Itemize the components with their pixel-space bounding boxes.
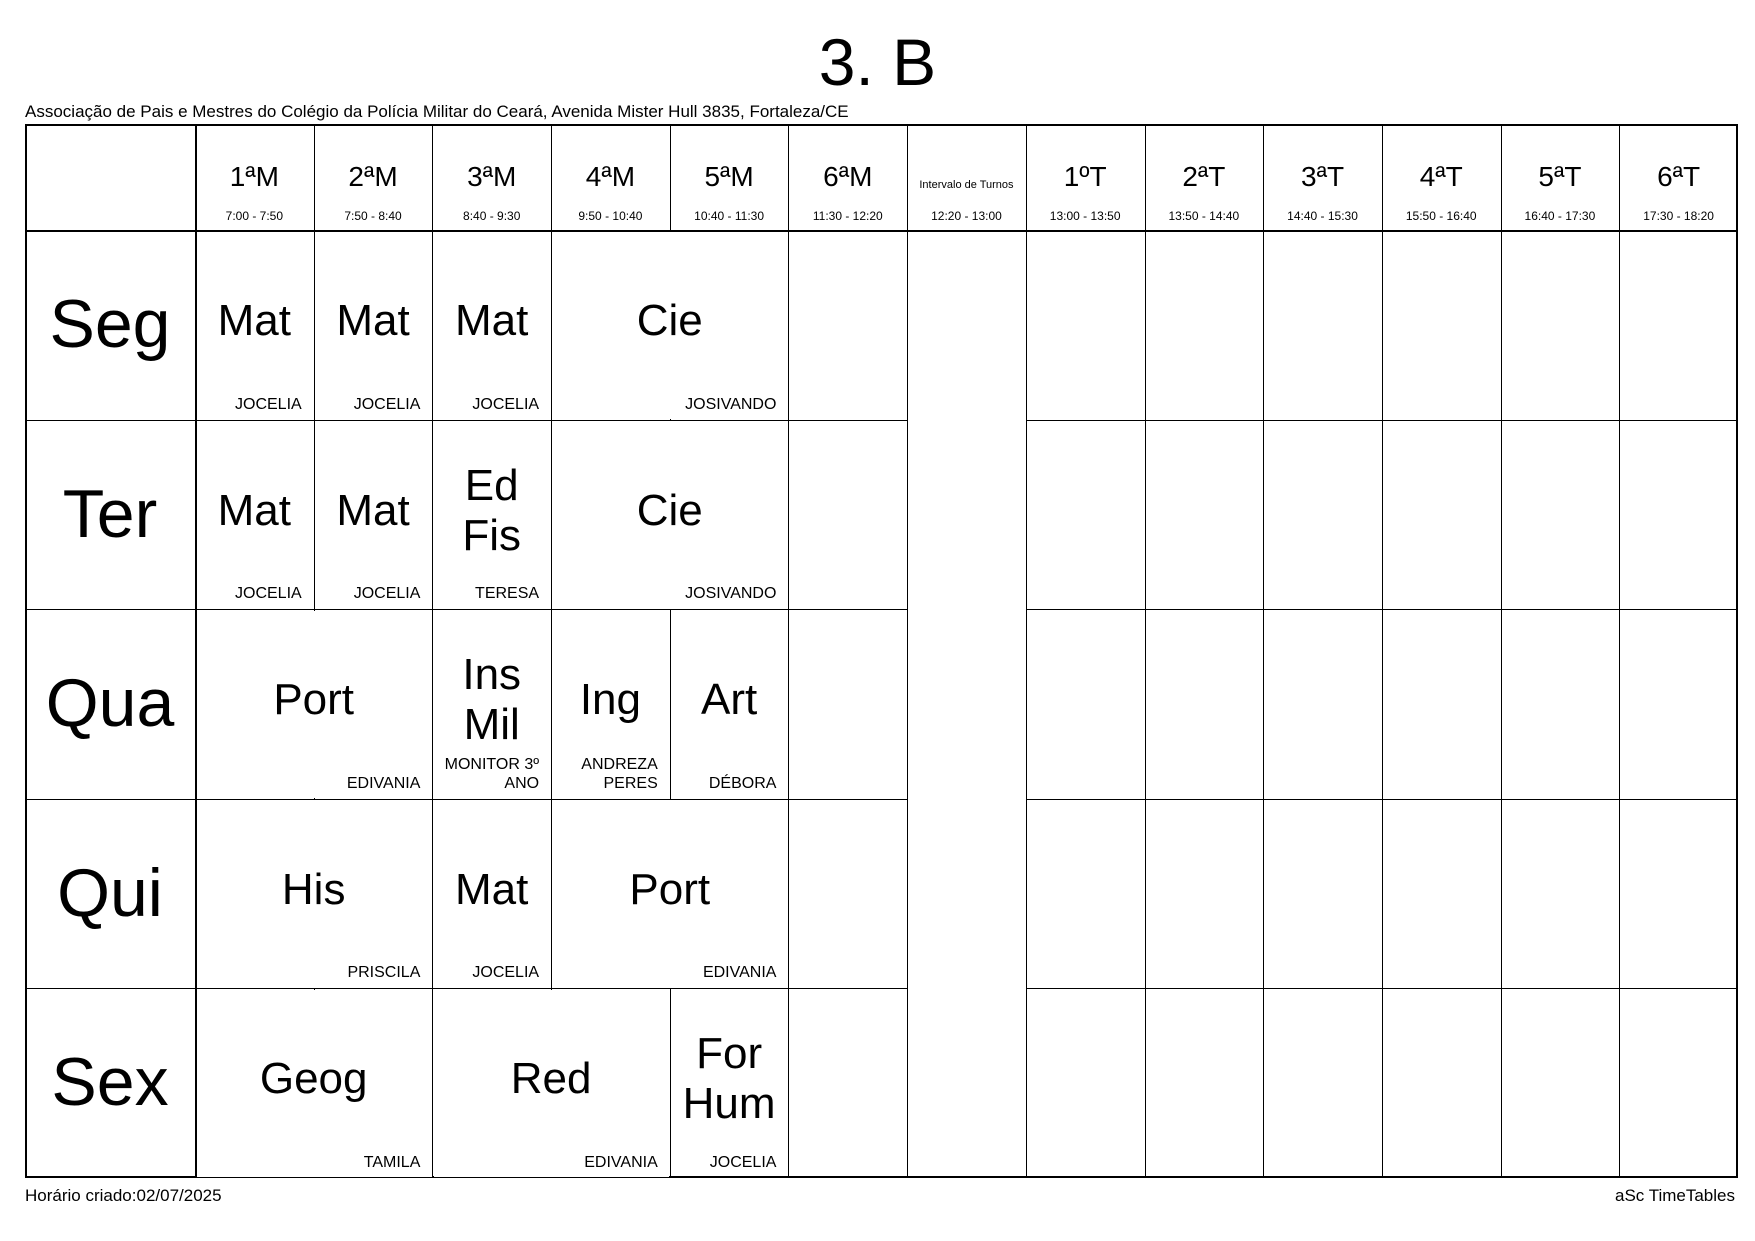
lesson-teacher: ANDREZA PERES xyxy=(581,755,658,792)
lesson-cell xyxy=(432,609,551,799)
period-time: 9:50 - 10:40 xyxy=(578,209,643,223)
period-time: 13:50 - 14:40 xyxy=(1168,209,1240,223)
period-label: 3ªM xyxy=(467,161,517,192)
lesson-subject: Cie xyxy=(636,485,703,535)
period-label: 2ªM xyxy=(348,161,398,192)
lesson-cell xyxy=(551,230,788,420)
lesson-cell xyxy=(432,988,669,1178)
lesson-cell xyxy=(670,609,789,799)
lesson-cell xyxy=(551,799,788,989)
period-time: 17:30 - 18:20 xyxy=(1643,209,1714,223)
period-header xyxy=(1263,124,1382,230)
lesson-teacher: JOCELIA xyxy=(709,1153,777,1171)
period-label: 5ªM xyxy=(704,161,754,192)
period-time: 13:00 - 13:50 xyxy=(1049,209,1121,223)
period-time: 8:40 - 9:30 xyxy=(463,209,521,223)
period-header xyxy=(432,124,551,230)
lesson-subject: Port xyxy=(273,675,355,725)
school-info: Associação de Pais e Mestres do Colégio da Polícia Militar do Ceará, Avenida Mister Hull 3835, Fortaleza/CE xyxy=(25,102,849,121)
period-time: 14:40 - 15:30 xyxy=(1287,209,1358,223)
row-divider xyxy=(1026,799,1738,800)
lesson-teacher: JOCELIA xyxy=(472,395,540,413)
created-date: Horário criado:02/07/2025 xyxy=(25,1186,222,1205)
column-divider xyxy=(1501,124,1502,1178)
period-header xyxy=(314,124,433,230)
lesson-cell xyxy=(314,420,433,610)
lesson-teacher: JOCELIA xyxy=(472,964,540,982)
period-header xyxy=(1501,124,1620,230)
lesson-teacher: JOCELIA xyxy=(235,395,302,413)
period-label: 6ªT xyxy=(1657,161,1701,192)
lesson-subject: For Hum xyxy=(682,1029,776,1129)
period-label: 4ªT xyxy=(1419,161,1463,192)
lesson-teacher: PRISCILA xyxy=(347,964,421,982)
lesson-teacher: EDIVANIA xyxy=(584,1153,658,1171)
column-divider xyxy=(907,124,908,1178)
lesson-teacher: JOCELIA xyxy=(353,585,421,603)
period-label: 1ªM xyxy=(229,161,279,192)
lesson-teacher: TERESA xyxy=(475,585,540,603)
period-label: 5ªT xyxy=(1538,161,1582,192)
lesson-teacher: TAMILA xyxy=(363,1153,421,1171)
period-header xyxy=(195,124,314,230)
lesson-subject: Mat xyxy=(336,485,410,535)
period-time: 11:30 - 12:20 xyxy=(812,209,883,223)
period-header xyxy=(788,124,907,230)
lesson-subject: Cie xyxy=(636,296,703,345)
lesson-cell xyxy=(195,609,432,799)
column-divider xyxy=(1263,124,1264,1178)
period-header xyxy=(670,124,789,230)
lesson-subject: His xyxy=(281,864,346,914)
lesson-teacher: DÉBORA xyxy=(708,774,777,792)
lesson-cell xyxy=(195,420,314,610)
period-time: 15:50 - 16:40 xyxy=(1405,209,1477,223)
day-label: Seg xyxy=(49,286,171,362)
lesson-subject: Red xyxy=(510,1054,592,1104)
day-label: Sex xyxy=(51,1044,169,1121)
lesson-subject: Ins Mil xyxy=(462,650,522,750)
period-header xyxy=(1026,124,1145,230)
period-label: 6ªM xyxy=(823,161,873,192)
column-divider xyxy=(1382,124,1383,1178)
software-credit: aSc TimeTables xyxy=(1615,1186,1735,1205)
lesson-cell xyxy=(432,230,551,420)
column-divider xyxy=(1145,124,1146,1178)
period-label: 2ªT xyxy=(1182,161,1226,192)
lesson-subject: Mat xyxy=(336,296,410,345)
lesson-cell xyxy=(432,799,551,989)
lesson-subject: Ed Fis xyxy=(462,460,522,560)
period-header xyxy=(1619,124,1738,230)
period-time: 7:00 - 7:50 xyxy=(225,209,284,223)
lesson-cell xyxy=(195,230,314,420)
row-divider xyxy=(1026,988,1738,989)
lesson-teacher: EDIVANIA xyxy=(346,774,421,792)
period-header xyxy=(907,124,1026,230)
lesson-teacher: EDIVANIA xyxy=(702,964,777,982)
lesson-cell xyxy=(551,609,670,799)
lesson-subject: Port xyxy=(629,864,711,914)
lesson-teacher: JOSIVANDO xyxy=(685,395,777,413)
lesson-teacher: MONITOR 3º ANO xyxy=(444,755,540,792)
day-label: Qui xyxy=(57,854,163,931)
lesson-subject: Mat xyxy=(455,864,529,914)
lesson-cell xyxy=(670,988,789,1178)
day-label: Qua xyxy=(45,665,175,742)
lesson-cell xyxy=(195,799,432,989)
column-divider xyxy=(1026,124,1027,1178)
period-header xyxy=(551,124,670,230)
row-divider xyxy=(1026,609,1738,610)
lesson-cell xyxy=(432,420,551,610)
lesson-cell xyxy=(314,230,433,420)
period-header xyxy=(1382,124,1501,230)
period-label: 4ªM xyxy=(585,161,636,192)
lesson-subject: Mat xyxy=(217,296,292,345)
row-divider xyxy=(1026,420,1738,421)
lesson-teacher: JOSIVANDO xyxy=(685,585,777,603)
day-label: Ter xyxy=(62,475,158,552)
lesson-subject: Geog xyxy=(259,1054,368,1104)
period-label: Intervalo de Turnos xyxy=(919,179,1014,191)
lesson-teacher: JOCELIA xyxy=(235,585,302,603)
period-label: 3ªT xyxy=(1301,161,1345,192)
period-time: 7:50 - 8:40 xyxy=(344,209,402,223)
lesson-cell xyxy=(551,420,788,610)
period-time: 16:40 - 17:30 xyxy=(1524,209,1596,223)
column-divider xyxy=(1619,124,1620,1178)
period-header xyxy=(1145,124,1264,230)
period-time: 12:20 - 13:00 xyxy=(931,209,1002,223)
lesson-teacher: JOCELIA xyxy=(353,395,421,413)
timetable-title: 3. B xyxy=(818,25,937,99)
period-label: 1ºT xyxy=(1063,161,1107,192)
period-time: 10:40 - 11:30 xyxy=(694,209,765,223)
lesson-subject: Mat xyxy=(455,296,529,345)
lesson-cell xyxy=(195,988,432,1178)
lesson-subject: Mat xyxy=(217,485,292,535)
lesson-subject: Ing xyxy=(579,675,641,725)
lesson-subject: Art xyxy=(700,675,758,725)
